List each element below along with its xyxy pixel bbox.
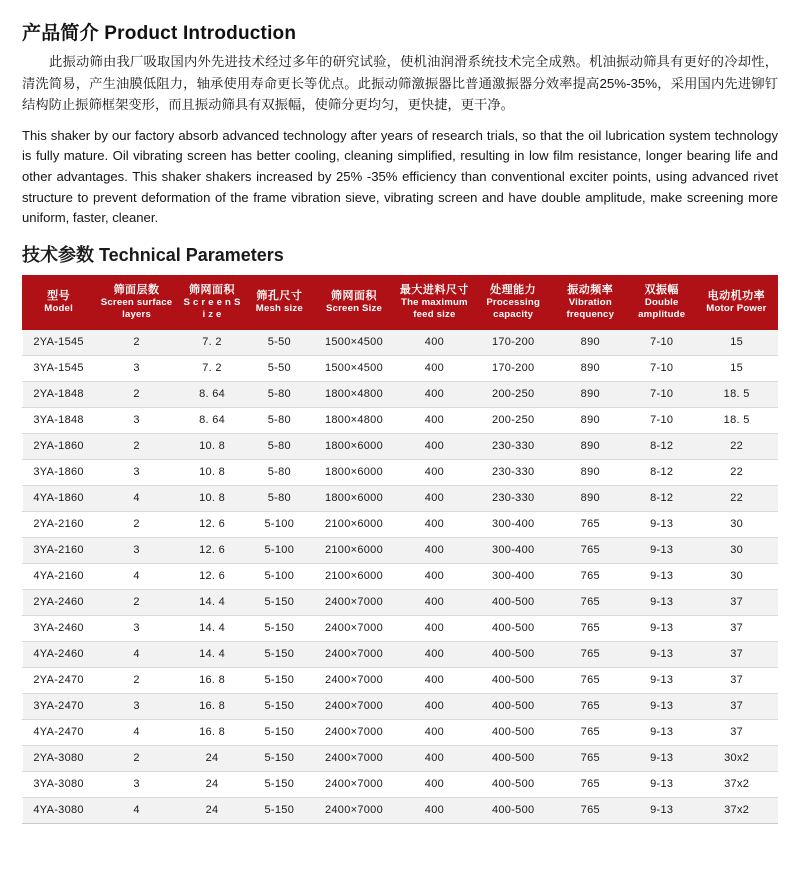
product-introduction-heading-cn: 产品简介 [22, 23, 99, 44]
table-column-header-en: Screen Size [325, 303, 383, 315]
table-cell: 300-400 [474, 511, 553, 537]
table-cell: 765 [553, 745, 628, 771]
table-cell: 4YA-2470 [23, 719, 95, 745]
table-cell: 22 [695, 485, 777, 511]
table-cell: 400 [395, 745, 474, 771]
table-column-header [313, 276, 395, 330]
table-cell: 5-150 [246, 797, 313, 823]
table-cell: 2100×6000 [313, 563, 395, 589]
table-cell: 400 [395, 381, 474, 407]
table-cell: 16. 8 [178, 719, 245, 745]
table-cell: 7-10 [628, 381, 695, 407]
table-cell: 2 [95, 329, 179, 355]
table-cell: 3 [95, 771, 179, 797]
table-row [23, 589, 778, 615]
table-cell: 4 [95, 641, 179, 667]
table-cell: 400 [395, 719, 474, 745]
table-cell: 2YA-2470 [23, 667, 95, 693]
table-cell: 2YA-1860 [23, 433, 95, 459]
table-cell: 37 [695, 719, 777, 745]
table-cell: 4YA-2160 [23, 563, 95, 589]
table-column-header-en: Processing capacity [486, 297, 541, 321]
table-column-header [628, 276, 695, 330]
table-cell: 2100×6000 [313, 511, 395, 537]
table-cell: 16. 8 [178, 667, 245, 693]
table-cell: 5-150 [246, 641, 313, 667]
table-cell: 400 [395, 537, 474, 563]
table-cell: 5-50 [246, 329, 313, 355]
table-row [23, 563, 778, 589]
table-cell: 22 [695, 433, 777, 459]
table-cell: 9-13 [628, 797, 695, 823]
table-cell: 5-80 [246, 459, 313, 485]
technical-parameters-table [22, 275, 778, 824]
table-cell: 2YA-2460 [23, 589, 95, 615]
table-body [23, 329, 778, 823]
table-cell: 5-100 [246, 511, 313, 537]
table-cell: 400 [395, 589, 474, 615]
table-cell: 4 [95, 797, 179, 823]
intro-paragraph-chinese: 此振动筛由我厂吸取国内外先进技术经过多年的研究试验，使机油润滑系统技术完全成熟。机油振动筛具有更好的冷却性，清洗简易，产生油膜低阻力，轴承使用寿命更长等优点。此振动筛激振器比普通激振器分效率提高25%-35%，采用国内先进铆钉结构防止振筛框架变形，而且振动筛具有双振幅，使筛分更均匀，更快捷，更干净。 [22, 54, 778, 113]
table-cell: 3 [95, 459, 179, 485]
table-column-header-en: Double amplitude [638, 297, 686, 321]
table-cell: 2400×7000 [313, 693, 395, 719]
table-cell: 15 [695, 355, 777, 381]
table-column-header [23, 276, 95, 330]
table-row [23, 615, 778, 641]
table-cell: 3YA-1545 [23, 355, 95, 381]
table-cell: 170-200 [474, 355, 553, 381]
table-cell: 890 [553, 459, 628, 485]
table-cell: 400 [395, 459, 474, 485]
table-column-header-cn: 筛孔尺寸 [256, 290, 303, 303]
table-cell: 12. 6 [178, 511, 245, 537]
table-column-header-cn: 筛网面积 [189, 284, 236, 297]
table-cell: 2YA-2160 [23, 511, 95, 537]
table-column-header-en: S c r e e n S i z e [183, 297, 241, 321]
table-cell: 3 [95, 693, 179, 719]
table-row [23, 719, 778, 745]
table-column-header-cn: 筛面层数 [113, 284, 160, 297]
table-cell: 400 [395, 641, 474, 667]
table-row [23, 459, 778, 485]
table-cell: 4YA-2460 [23, 641, 95, 667]
table-cell: 400 [395, 771, 474, 797]
table-column-header [695, 276, 777, 330]
table-cell: 2400×7000 [313, 719, 395, 745]
table-cell: 2YA-1848 [23, 381, 95, 407]
table-cell: 4 [95, 563, 179, 589]
table-row [23, 693, 778, 719]
table-cell: 3 [95, 537, 179, 563]
table-cell: 4YA-1860 [23, 485, 95, 511]
table-cell: 4 [95, 485, 179, 511]
table-cell: 3YA-2160 [23, 537, 95, 563]
table-cell: 230-330 [474, 459, 553, 485]
table-cell: 765 [553, 797, 628, 823]
table-cell: 400 [395, 355, 474, 381]
table-cell: 890 [553, 433, 628, 459]
table-cell: 765 [553, 589, 628, 615]
table-cell: 890 [553, 355, 628, 381]
table-cell: 30x2 [695, 745, 777, 771]
table-cell: 400-500 [474, 589, 553, 615]
table-cell: 15 [695, 329, 777, 355]
table-row [23, 797, 778, 823]
table-cell: 2 [95, 589, 179, 615]
table-cell: 8-12 [628, 459, 695, 485]
table-cell: 7-10 [628, 329, 695, 355]
table-cell: 400-500 [474, 745, 553, 771]
table-cell: 400 [395, 511, 474, 537]
table-cell: 18. 5 [695, 381, 777, 407]
table-cell: 10. 8 [178, 485, 245, 511]
table-cell: 3YA-3080 [23, 771, 95, 797]
table-cell: 2400×7000 [313, 641, 395, 667]
table-cell: 22 [695, 459, 777, 485]
table-cell: 9-13 [628, 615, 695, 641]
table-cell: 5-150 [246, 693, 313, 719]
table-cell: 4 [95, 719, 179, 745]
table-cell: 5-150 [246, 615, 313, 641]
table-cell: 12. 6 [178, 537, 245, 563]
table-cell: 2 [95, 511, 179, 537]
table-cell: 3 [95, 355, 179, 381]
table-cell: 9-13 [628, 745, 695, 771]
table-column-header-cn: 处理能力 [490, 284, 537, 297]
table-cell: 9-13 [628, 589, 695, 615]
table-cell: 400-500 [474, 771, 553, 797]
table-column-header [553, 276, 628, 330]
table-cell: 10. 8 [178, 459, 245, 485]
table-cell: 8. 64 [178, 407, 245, 433]
table-cell: 765 [553, 511, 628, 537]
table-cell: 14. 4 [178, 589, 245, 615]
table-cell: 5-100 [246, 563, 313, 589]
table-cell: 8-12 [628, 485, 695, 511]
table-row [23, 771, 778, 797]
table-cell: 37x2 [695, 771, 777, 797]
table-cell: 2 [95, 381, 179, 407]
table-column-header-en: Mesh size [255, 303, 303, 315]
table-cell: 230-330 [474, 433, 553, 459]
table-cell: 30 [695, 563, 777, 589]
table-column-header-en: Model [44, 303, 73, 315]
table-cell: 10. 8 [178, 433, 245, 459]
table-cell: 37 [695, 667, 777, 693]
table-cell: 8. 64 [178, 381, 245, 407]
table-cell: 400 [395, 667, 474, 693]
table-row [23, 537, 778, 563]
table-cell: 24 [178, 745, 245, 771]
table-cell: 14. 4 [178, 641, 245, 667]
table-cell: 2 [95, 433, 179, 459]
technical-parameters-heading-cn: 技术参数 [22, 245, 94, 266]
table-cell: 1800×6000 [313, 485, 395, 511]
table-cell: 37 [695, 615, 777, 641]
table-cell: 5-150 [246, 719, 313, 745]
table-cell: 5-150 [246, 589, 313, 615]
table-cell: 3 [95, 615, 179, 641]
table-cell: 300-400 [474, 563, 553, 589]
table-column-header-cn: 最大进料尺寸 [399, 284, 469, 297]
table-column-header-cn: 电动机功率 [707, 290, 766, 303]
table-cell: 890 [553, 381, 628, 407]
table-row [23, 485, 778, 511]
table-cell: 2400×7000 [313, 745, 395, 771]
table-cell: 1500×4500 [313, 329, 395, 355]
table-cell: 765 [553, 641, 628, 667]
table-cell: 400-500 [474, 797, 553, 823]
table-cell: 3YA-2460 [23, 615, 95, 641]
table-cell: 4YA-3080 [23, 797, 95, 823]
table-cell: 7-10 [628, 355, 695, 381]
table-cell: 400 [395, 693, 474, 719]
table-cell: 2400×7000 [313, 615, 395, 641]
table-cell: 14. 4 [178, 615, 245, 641]
table-cell: 3YA-1860 [23, 459, 95, 485]
table-cell: 8-12 [628, 433, 695, 459]
table-cell: 765 [553, 719, 628, 745]
table-cell: 1800×4800 [313, 407, 395, 433]
table-cell: 890 [553, 485, 628, 511]
table-cell: 30 [695, 537, 777, 563]
table-cell: 5-50 [246, 355, 313, 381]
product-introduction-heading-en: Product Introduction [104, 23, 297, 44]
table-cell: 765 [553, 537, 628, 563]
table-cell: 765 [553, 693, 628, 719]
table-cell: 5-80 [246, 407, 313, 433]
table-cell: 2400×7000 [313, 589, 395, 615]
table-column-header-cn: 双振幅 [644, 284, 679, 297]
table-column-header [95, 276, 179, 330]
table-cell: 2100×6000 [313, 537, 395, 563]
table-cell: 1800×4800 [313, 381, 395, 407]
table-column-header [178, 276, 245, 330]
table-column-header-cn: 振动频率 [567, 284, 614, 297]
table-cell: 400 [395, 563, 474, 589]
table-cell: 1500×4500 [313, 355, 395, 381]
table-row [23, 407, 778, 433]
table-cell: 400-500 [474, 615, 553, 641]
table-column-header-cn: 型号 [47, 290, 71, 303]
table-cell: 7. 2 [178, 355, 245, 381]
table-column-header-en: Screen surface layers [100, 297, 173, 321]
table-cell: 2YA-3080 [23, 745, 95, 771]
table-cell: 400-500 [474, 693, 553, 719]
table-cell: 5-150 [246, 771, 313, 797]
table-cell: 400 [395, 797, 474, 823]
table-cell: 16. 8 [178, 693, 245, 719]
table-cell: 765 [553, 771, 628, 797]
table-cell: 9-13 [628, 537, 695, 563]
table-cell: 7-10 [628, 407, 695, 433]
table-column-header-en: The maximum feed size [401, 297, 468, 321]
table-cell: 765 [553, 563, 628, 589]
table-cell: 9-13 [628, 693, 695, 719]
table-cell: 230-330 [474, 485, 553, 511]
table-cell: 30 [695, 511, 777, 537]
table-cell: 5-80 [246, 433, 313, 459]
table-row [23, 433, 778, 459]
table-cell: 2400×7000 [313, 667, 395, 693]
table-cell: 37x2 [695, 797, 777, 823]
table-cell: 2400×7000 [313, 797, 395, 823]
table-cell: 400 [395, 615, 474, 641]
table-cell: 400 [395, 329, 474, 355]
table-cell: 2YA-1545 [23, 329, 95, 355]
table-cell: 12. 6 [178, 563, 245, 589]
table-cell: 400-500 [474, 641, 553, 667]
table-column-header-en: Vibration frequency [566, 297, 615, 321]
table-cell: 7. 2 [178, 329, 245, 355]
technical-parameters-heading [22, 241, 778, 267]
table-cell: 200-250 [474, 407, 553, 433]
table-cell: 5-150 [246, 745, 313, 771]
table-cell: 9-13 [628, 667, 695, 693]
table-header [23, 276, 778, 330]
table-cell: 5-150 [246, 667, 313, 693]
intro-paragraph-english: This shaker by our factory absorb advanced technology after years of research trials, so that the oil lubrication system technology is fully mature. Oil vibrating screen has better cooling, cleaning simplified, resulting in low film resistance, longer bearing life and other advantages. This shaker shakers increased by 25% -35% efficiency than conventional exciter points, using advanced rivet structure to prevent deformation of the frame vibration sieve, vibrating screen and have double amplitude, make screening more uniform, faster, cleaner. [22, 127, 778, 226]
table-cell: 1800×6000 [313, 459, 395, 485]
table-row [23, 355, 778, 381]
table-column-header [395, 276, 474, 330]
table-column-header [474, 276, 553, 330]
table-cell: 400 [395, 433, 474, 459]
table-cell: 765 [553, 667, 628, 693]
table-column-header-cn: 筛网面积 [331, 290, 377, 303]
table-header-row [23, 276, 778, 330]
table-cell: 400-500 [474, 667, 553, 693]
table-cell: 18. 5 [695, 407, 777, 433]
table-row [23, 745, 778, 771]
table-row [23, 329, 778, 355]
table-cell: 24 [178, 771, 245, 797]
table-cell: 170-200 [474, 329, 553, 355]
table-row [23, 641, 778, 667]
table-cell: 400 [395, 407, 474, 433]
table-row [23, 667, 778, 693]
table-row [23, 381, 778, 407]
table-cell: 2 [95, 667, 179, 693]
table-cell: 9-13 [628, 641, 695, 667]
table-cell: 3YA-2470 [23, 693, 95, 719]
product-introduction-heading [22, 18, 778, 45]
table-cell: 37 [695, 693, 777, 719]
table-cell: 9-13 [628, 771, 695, 797]
table-cell: 9-13 [628, 563, 695, 589]
table-cell: 37 [695, 641, 777, 667]
table-cell: 2 [95, 745, 179, 771]
table-cell: 3YA-1848 [23, 407, 95, 433]
table-cell: 1800×6000 [313, 433, 395, 459]
table-cell: 9-13 [628, 511, 695, 537]
technical-parameters-heading-en: Technical Parameters [99, 245, 284, 266]
table-cell: 5-100 [246, 537, 313, 563]
table-cell: 37 [695, 589, 777, 615]
table-cell: 200-250 [474, 381, 553, 407]
table-cell: 2400×7000 [313, 771, 395, 797]
table-cell: 5-80 [246, 381, 313, 407]
table-cell: 24 [178, 797, 245, 823]
table-cell: 400 [395, 485, 474, 511]
table-cell: 400-500 [474, 719, 553, 745]
table-row [23, 511, 778, 537]
table-cell: 890 [553, 329, 628, 355]
table-cell: 9-13 [628, 719, 695, 745]
table-cell: 5-80 [246, 485, 313, 511]
table-cell: 890 [553, 407, 628, 433]
table-cell: 765 [553, 615, 628, 641]
table-cell: 3 [95, 407, 179, 433]
table-cell: 300-400 [474, 537, 553, 563]
table-column-header-en: Motor Power [706, 303, 767, 315]
table-column-header [246, 276, 313, 330]
